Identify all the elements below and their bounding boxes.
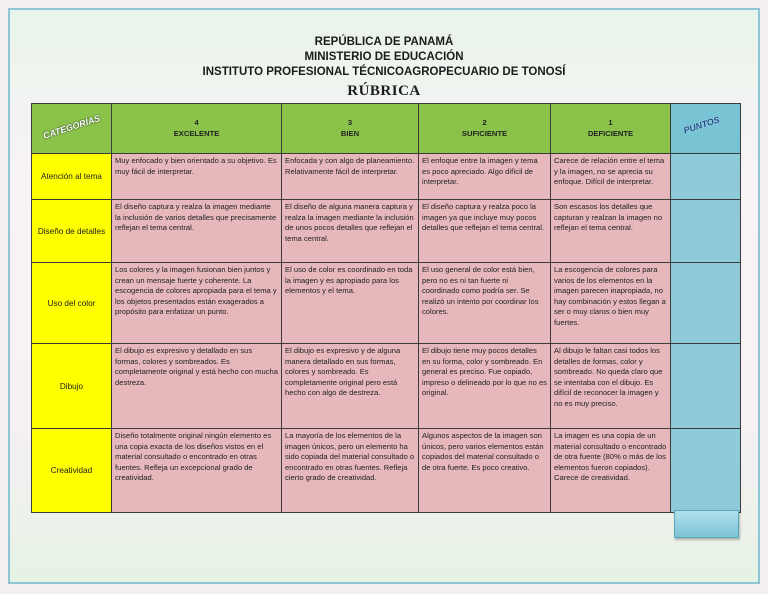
points-cell[interactable]: [671, 344, 741, 429]
level-label: BIEN: [340, 128, 360, 138]
criteria-cell: El dibujo es expresivo y de alguna manera detallado en sus formas, colores y sombreado. Es completamente original pero está hecho con algo de destreza.: [282, 344, 419, 429]
criteria-cell: El dibujo es expresivo y detallado en sus formas, colores y sombreados. Es completamente original y está hecho con mucha destreza.: [112, 344, 282, 429]
criteria-cell: El enfoque entre la imagen y tema es poco apreciado. Algo difícil de interpretar.: [419, 154, 551, 200]
criteria-cell: El dibujo tiene muy pocos detalles en su forma, color y sombreado. En general es preciso. Fue copiado, impreso o delineado por lo que no es original.: [419, 344, 551, 429]
criteria-cell: La mayoría de los elementos de la imagen únicos, pero un elemento ha sido copiada del material consultado o encontrado en otras fuentes. Refleja cierto grado de creatividad.: [282, 429, 419, 513]
level-number: 3: [347, 117, 353, 127]
table-row: [32, 429, 741, 513]
level-header-2: [419, 104, 551, 154]
row-category: Creatividad: [32, 429, 112, 513]
points-cell[interactable]: [671, 263, 741, 344]
categories-header: CATEGORÍAS: [41, 113, 102, 141]
criteria-cell: Al dibujo le faltan casi todos los detalles de formas, color y sombreado. No queda claro que se intentaba con el dibujo. Es difícil de reconocer la imagen y no es muy preciso.: [551, 344, 671, 429]
criteria-cell: El uso general de color está bien, pero no es ni tan fuerte ni coordinado como podría ser. Se realizó un intento por coordinar los colores.: [419, 263, 551, 344]
criteria-cell: Son escasos los detalles que capturan y realzan la imagen no reflejan el tema central.: [551, 200, 671, 263]
criteria-cell: La imagen es una copia de un material consultado o encontrado de otra fuente (80% o más de los elementos fueron copiados). Carece de creatividad.: [551, 429, 671, 513]
row-category: Atención al tema: [32, 154, 112, 200]
categories-header-cell: [32, 104, 112, 154]
level-number: 1: [608, 117, 613, 127]
criteria-cell: El diseño captura y realza poco la imagen ya que incluye muy pocos detalles que reflejan el tema central.: [419, 200, 551, 263]
level-label: DEFICIENTE: [587, 128, 634, 138]
points-header-cell: [671, 104, 741, 154]
criteria-cell: Carece de relación entre el tema y la imagen, no se aprecia su enfoque. Difícil de interpretar.: [551, 154, 671, 200]
level-number: 4: [194, 117, 199, 127]
row-category: Dibujo: [32, 344, 112, 429]
criteria-cell: El diseño captura y realza la imagen mediante la inclusión de varios detalles que precisamente reflejan el tema central.: [112, 200, 282, 263]
level-header-1: [551, 104, 671, 154]
criteria-cell: Diseño totalmente original ningún elemento es una copia exacta de los diseños vistos en el material consultado o encontrado en otras fuentes. Refleja un excepcional grado de creatividad.: [112, 429, 282, 513]
table-row: [32, 344, 741, 429]
criteria-cell: El diseño de alguna manera captura y realza la imagen mediante la inclusión de unos pocos detalles que reflejan el tema central.: [282, 200, 419, 263]
level-header-3: [282, 104, 419, 154]
points-cell[interactable]: [671, 154, 741, 200]
table-row: [32, 200, 741, 263]
points-header: PUNTOS: [682, 114, 721, 136]
header-line-3: INSTITUTO PROFESIONAL TÉCNICOAGROPECUARIO DE TONOSÍ: [202, 66, 566, 78]
level-label: SUFICIENTE: [461, 128, 508, 138]
row-category: Uso del color: [32, 263, 112, 344]
table-row: [32, 154, 741, 200]
criteria-cell: El uso de color es coordinado en toda la imagen y es apropiado para los elementos y el tema.: [282, 263, 419, 344]
points-cell[interactable]: [671, 200, 741, 263]
level-header-4: [112, 104, 282, 154]
points-cell[interactable]: [671, 429, 741, 513]
table-header-row: [32, 104, 741, 154]
rubric-table: [31, 103, 741, 513]
criteria-cell: Muy enfocado y bien orientado a su objetivo. Es muy fácil de interpretar.: [112, 154, 282, 200]
row-category: Diseño de detalles: [32, 200, 112, 263]
total-points-box[interactable]: [674, 510, 739, 538]
header-line-1: REPÚBLICA DE PANAMÁ: [314, 36, 454, 48]
level-label: EXCELENTE: [173, 128, 220, 138]
criteria-cell: Enfocada y con algo de planeamiento. Relativamente fácil de interpretar.: [282, 154, 419, 200]
table-row: [32, 263, 741, 344]
criteria-cell: Algunos aspectos de la imagen son únicos, pero varios elementos están copiados del material consultado o de otra fuerte. Es poco creativo.: [419, 429, 551, 513]
header-line-2: MINISTERIO DE EDUCACIÓN: [304, 51, 464, 63]
level-number: 2: [482, 117, 487, 127]
criteria-cell: La escogencia de colores para varios de los elementos en la imagen parecen inapropiada, no hay combinación y estos llegan a ser o muy claros o bien muy fuertes.: [551, 263, 671, 344]
criteria-cell: Los colores y la imagen fusionan bien juntos y crean un mensaje fuerte y coherente. La escogencia de colores apropiada para el tema y los objetos presentados están exagerados a propósito para enfatizar un punto.: [112, 263, 282, 344]
page-title: RÚBRICA: [347, 83, 421, 99]
